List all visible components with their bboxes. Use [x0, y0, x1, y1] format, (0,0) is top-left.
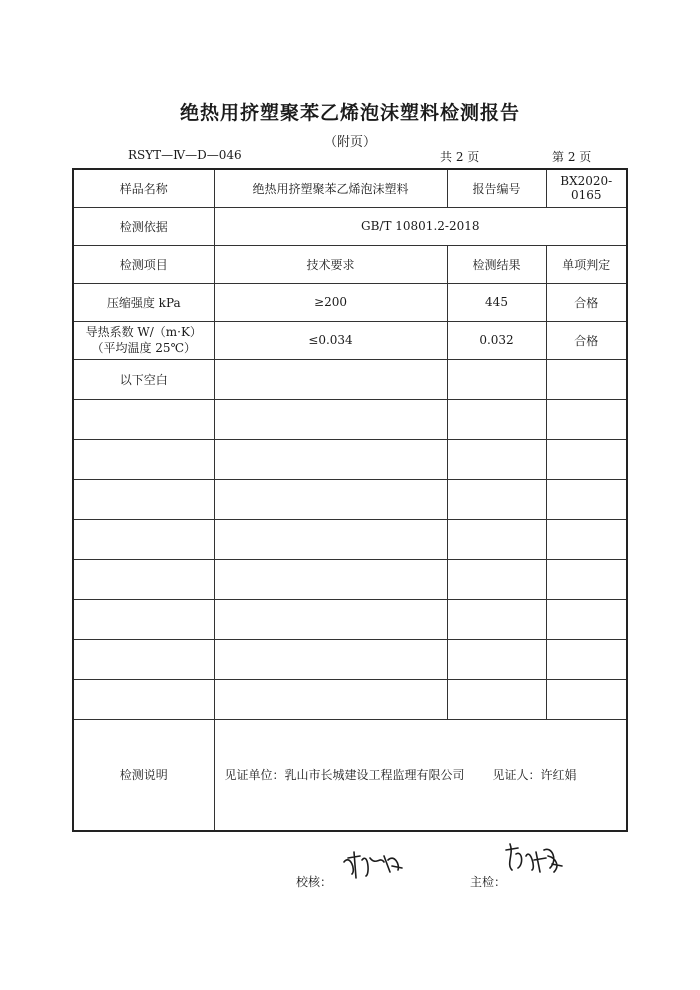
supervisor-label: 主检：	[470, 875, 507, 889]
row-result: 445	[447, 283, 546, 321]
document-code: RSYT—Ⅳ—D—046	[128, 148, 242, 162]
page-subtitle: （附页）	[323, 135, 376, 150]
col-item-header: 检测项目	[73, 245, 214, 283]
notes-content	[214, 719, 627, 831]
page-number: 第 2 页	[552, 150, 592, 164]
witness-unit-value: 乳山市长城建设工程监理有限公司	[284, 768, 465, 783]
row-item	[73, 321, 214, 359]
row-judgement: 合格	[546, 321, 627, 359]
witness-person-label: 见证人：	[492, 768, 541, 783]
row-judgement: 合格	[546, 283, 627, 321]
row-item: 压缩强度 kPa	[73, 283, 214, 321]
empty-row	[73, 639, 627, 679]
empty-row	[73, 679, 627, 719]
row-requirement: ≤0.034	[214, 321, 447, 359]
basis-row	[73, 207, 627, 245]
empty-row	[73, 599, 627, 639]
blank-note-row	[73, 359, 627, 399]
report-no-label: 报告编号	[447, 169, 546, 207]
sample-name-value: 绝热用挤塑聚苯乙烯泡沫塑料	[214, 169, 447, 207]
empty-row	[73, 559, 627, 599]
checker-signature	[340, 848, 406, 882]
blank-note: 以下空白	[73, 359, 214, 399]
empty-row	[73, 479, 627, 519]
witness-person-value: 许红娟	[540, 768, 577, 783]
column-header-row	[73, 245, 627, 283]
row-item-line1: 导热系数 W/（m·K）	[85, 325, 202, 339]
notes-label: 检测说明	[73, 719, 214, 831]
witness-unit-label: 见证单位：	[224, 768, 285, 783]
col-requirement-header: 技术要求	[214, 245, 447, 283]
empty-row	[73, 439, 627, 479]
page-title: 绝热用挤塑聚苯乙烯泡沫塑料检测报告	[179, 102, 520, 124]
total-pages: 共 2 页	[440, 150, 480, 164]
row-requirement: ≥200	[214, 283, 447, 321]
checker-label: 校核：	[296, 875, 333, 889]
report-no-value: BX2020-0165	[546, 169, 627, 207]
empty-row	[73, 399, 627, 439]
empty-row	[73, 519, 627, 559]
sample-name-label: 样品名称	[73, 169, 214, 207]
basis-label: 检测依据	[73, 207, 214, 245]
col-result-header: 检测结果	[447, 245, 546, 283]
row-item-line2: （平均温度 25℃）	[91, 341, 196, 355]
report-table	[72, 168, 628, 832]
notes-row	[73, 719, 627, 831]
sample-name-row	[73, 169, 627, 207]
basis-value: GB/T 10801.2-2018	[214, 207, 627, 245]
row-result: 0.032	[447, 321, 546, 359]
col-judgement-header: 单项判定	[546, 245, 627, 283]
table-row	[73, 283, 627, 321]
supervisor-signature	[500, 840, 566, 880]
table-row	[73, 321, 627, 359]
